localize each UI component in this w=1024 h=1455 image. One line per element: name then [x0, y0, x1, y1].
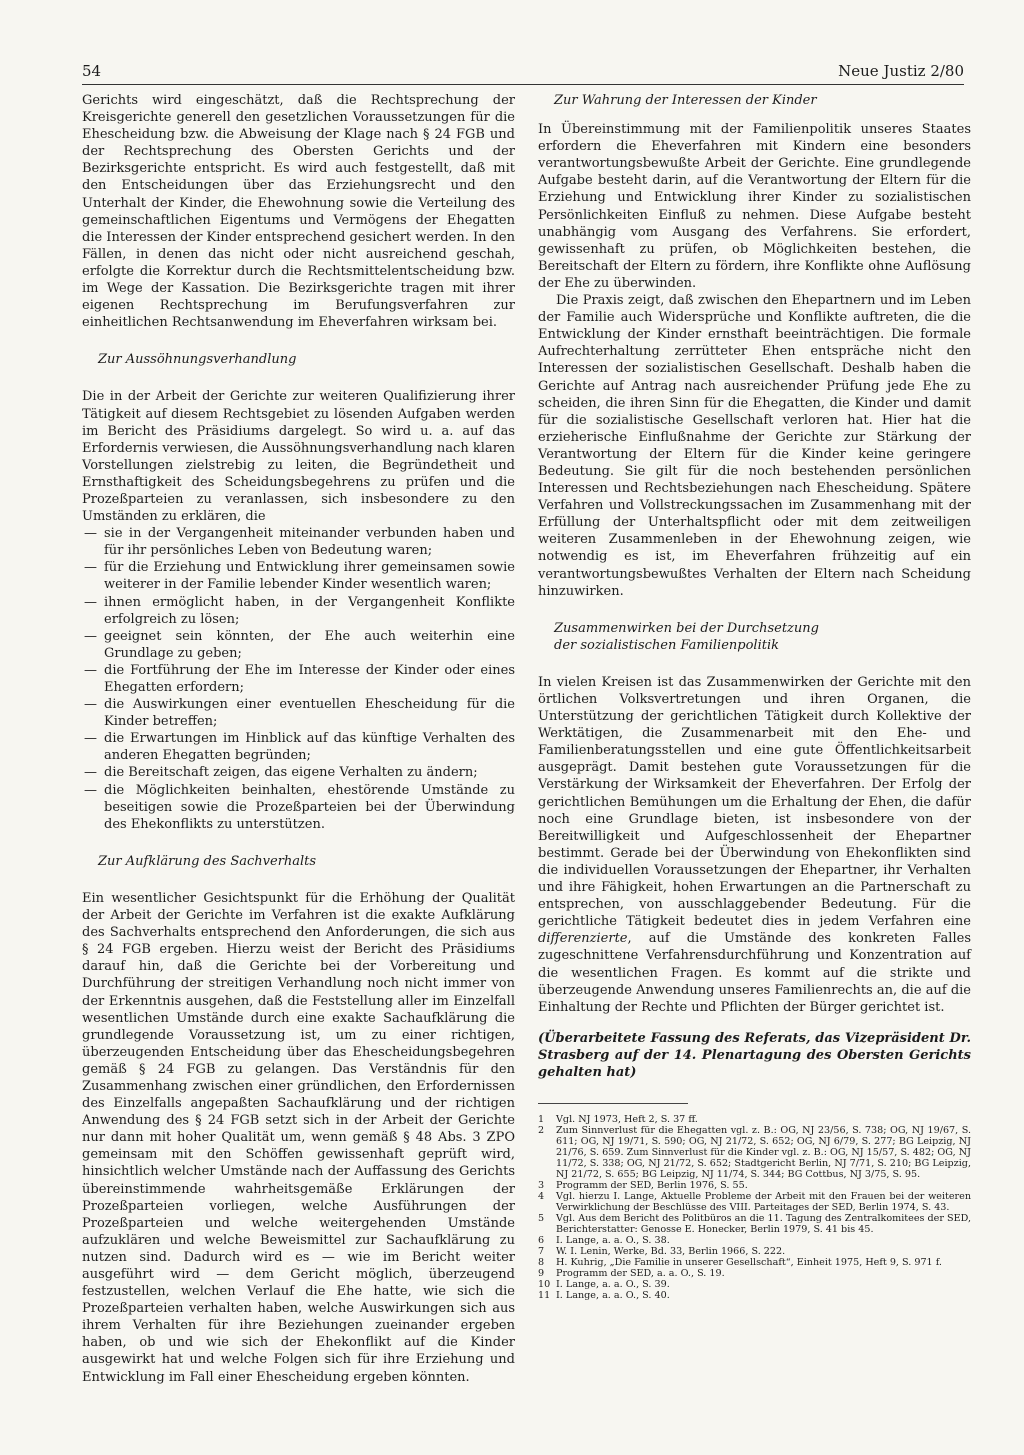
- footnote: 10 I. Lange, a. a. O., S. 39.: [538, 1279, 670, 1291]
- list-item: — die Bereitschaft zeigen, das eigene Verhalten zu ändern;: [84, 765, 478, 781]
- list-item: — die Fortführung der Ehe im Interesse der Kinder oder eines Ehegatten erfordern;: [84, 662, 515, 695]
- paragraph-aussoehnung: Die in der Arbeit der Gerichte zur weiteren Qualifizierung ihrer Tätigkeit auf diesem Rechtsgebiet zu lösenden Aufgaben werden im Bericht des Präsidiums dargelegt. So wird u. a. auf das Erfordernis verwiesen, die Aussöhnungsverhandlung nach klaren Vorstellungen zielstrebig zu leiten, die Begründetheit und Ernsthaftigkeit des Scheidungsbegehrens zu prüfen und die Prozeßparteien zu veranlassen, sich insbesondere zu den Umständen zu erklären, die: [82, 389, 515, 525]
- footnote: 3 Programm der SED, Berlin 1976, S. 55.: [538, 1180, 748, 1192]
- paragraph-kinder-2: Die Praxis zeigt, daß zwischen den Ehepartnern und im Leben der Familie auch Widersprüche und Konflikte auftreten, die die Entwicklung der Kinder ernsthaft beeinträchtigen. Die formale Aufrechterhaltung zerrütteter Ehen entspräche nicht den Interessen der sozialistischen Gesellschaft. Deshalb haben die Gerichte auf Antrag nach ausreichender Prüfung jede Ehe zu scheiden, die ihren Sinn für die Ehegatten, die Kinder und damit für die sozialistische Gesellschaft verloren hat. Hier hat die erzieherische Einflußnahme der Gerichte zur Stärkung der Verantwortung der Eltern für die Kinder keine geringere Bedeutung. Sie gilt für die noch bestehenden persönlichen Interessen und Rechtsbeziehungen nach Ehescheidung. Spätere Verfahren und Vollstreckungssachen im Zusammenhang mit der Erfüllung der Unterhaltspflicht oder mit dem zeitweiligen weiteren Zusammenleben in der Ehewohnung zeigen, wie notwendig es ist, im Eheverfahren frühzeitig auf ein verantwortungsbewußtes Verhalten der Eltern nach Scheidung hinzuwirken.: [538, 293, 971, 599]
- footnote: 7 W. I. Lenin, Werke, Bd. 33, Berlin 1966, S. 222.: [538, 1246, 786, 1258]
- paragraph-kinder-1: In Übereinstimmung mit der Familienpolitik unseres Staates erfordern die Eheverfahren mit Kindern eine besonders verantwortungsbewußte Arbeit der Gerichte. Eine grundlegende Aufgabe besteht darin, auf die Verantwortung der Eltern für die Erziehung und Entwicklung ihrer Kinder zu sozialistischen Persönlichkeiten Einfluß zu nehmen. Diese Aufgabe besteht unabhängig vom Ausgang des Verfahrens. Sie erfordert, gewissenhaft zu prüfen, ob Möglichkeiten bestehen, die Bereitschaft der Eltern zu fördern, ihre Konflikte ohne Auflösung der Ehe zu überwinden.: [538, 122, 971, 291]
- list-item: — die Möglichkeiten beinhalten, ehestörende Umstände zu beseitigen sowie die Prozeßparteien bei der Überwindung des Ehekonflikts zu unterstützen.: [84, 782, 515, 832]
- left-column: [82, 92, 515, 1386]
- heading-zusammenwirken: Zusammenwirken bei der Durchsetzung der sozialistischen Familienpolitik: [554, 620, 819, 653]
- list-item: — ihnen ermöglicht haben, in der Vergangenheit Konflikte erfolgreich zu lösen;: [84, 594, 515, 627]
- footnote: 4 Vgl. hierzu I. Lange, Aktuelle Probleme der Arbeit mit den Frauen bei der weiteren Verwirklichung der Beschlüsse des VIII. Parteitages der SED, Berlin 1974, S. 43.: [538, 1191, 971, 1214]
- footnote: 5 Vgl. Aus dem Bericht des Politbüros an die 11. Tagung des Zentralkomitees der SED, Berichterstatter: Genosse E. Honecker, Berlin 1979, S. 41 bis 45.: [538, 1213, 971, 1236]
- paragraph-sachverhalt: Ein wesentlicher Gesichtspunkt für die Erhöhung der Qualität der Arbeit der Gerichte im Verfahren ist die exakte Aufklärung des Sachverhalts entsprechend den Anforderungen, die sich aus § 24 FGB ergeben. Hierzu weist der Bericht des Präsidiums darauf hin, daß die Gerichte bei der Vorbereitung und Durchführung der streitigen Verhandlung noch nicht immer von der Erkenntnis ausgehen, daß die Feststellung aller im Einzelfall wesentlichen Umstände durch eine exakte Sachaufklärung die grundlegende Voraussetzung ist, um zu einer richtigen, überzeugenden Entscheidung über das Ehescheidungsbegehren gemäß § 24 FGB zu gelangen. Das Verständnis für den Zusammenhang zwischen einer gründlichen, den Erfordernissen des Einzelfalls angepaßten Sachaufklärung und der richtigen Anwendung des § 24 FGB setzt sich in der Arbeit der Gerichte nur dann mit hoher Qualität um, wenn gemäß § 48 Abs. 3 ZPO gemeinsam mit den Schöffen gewissenhaft geprüft wird, hinsichtlich welcher Umstände nach der Auffassung des Gerichts übereinstimmende wahrheitsgemäße Erklärungen der Prozeßparteien vorliegen, welche Ausführungen der Prozeßparteien und welche weitergehenden Umstände aufzuklären und welche Beweismittel zur Sachaufklärung zu nutzen sind. Dadurch wird es — wie im Bericht weiter ausgeführt wird — dem Gericht möglich, überzeugend festzustellen, welchen Verlauf die Ehe hatte, wie sich die Prozeßparteien verhalten haben, welche Auswirkungen sich aus ihrem Verhalten für ihre Beziehungen zueinander ergeben haben, ob und wie sich der Ehekonflikt auf die Kinder ausgewirkt hat und welche Folgen sich für ihre Erziehung und Entwicklung im Fall einer Ehescheidung ergeben könnten.: [82, 890, 515, 1385]
- list-item: — für die Erziehung und Entwicklung ihrer gemeinsamen sowie weiterer in der Familie lebender Kinder wesentlich waren;: [84, 560, 515, 593]
- footnote-rule: [538, 1103, 688, 1104]
- paragraph-zusammenwirken: In vielen Kreisen ist das Zusammenwirken der Gerichte mit den örtlichen Volksvertretungen und ihren Organen, die Unterstützung der gerichtlichen Tätigkeit durch Kollektive der Werktätigen, die Zusammenarbeit mit den Ehe- und Familienberatungsstellen und eine gute Öffentlichkeitsarbeit ausgeprägt. Damit bestehen gute Voraussetzungen für die Verstärkung der Wirksamkeit der Eheverfahren. Der Erfolg der gerichtlichen Bemühungen um die Erhaltung der Ehen, die dafür noch eine Grundlage bieten, ist insbesondere von der Bereitwilligkeit und Aufgeschlossenheit der Ehepartner bestimmt. Gerade bei der Überwindung von Ehekonflikten sind die individuellen Voraussetzungen der Ehepartner, ihr Verhalten und ihre Fähigkeit, hohen Erwartungen an die Partnerschaft zu entsprechen, von ausschlaggebender Bedeutung. Für die gerichtliche Tätigkeit bedeutet dies in jedem Verfahren eine differenzierte, auf die Umstände des konkreten Falles zugeschnittene Verfahrensdurchführung und Konzentration auf die wesentlichen Fragen. Es kommt auf die strikte und überzeugende Anwendung unseres Familienrechts an, die auf die Einhaltung der Rechte und Pflichten der Bürger gerichtet ist.: [538, 674, 971, 1015]
- heading-kinder: Zur Wahrung der Interessen der Kinder: [554, 93, 817, 108]
- footnote: 8 H. Kuhrig, „Die Familie in unserer Gesellschaft“, Einheit 1975, Heft 9, S. 971 f.: [538, 1257, 942, 1269]
- footnote: 6 I. Lange, a. a. O., S. 38.: [538, 1235, 670, 1247]
- intro-paragraph: Gerichts wird eingeschätzt, daß die Rechtsprechung der Kreisgerichte generell den gesetzlichen Voraussetzungen für die Ehescheidung bzw. die Abweisung der Klage nach § 24 FGB und der Rechtsprechung des Obersten Gerichts und der Bezirksgerichte entspricht. Es wird auch festgestellt, daß mit den Entscheidungen über das Erziehungsrecht und den Unterhalt der Kinder, die Ehewohnung sowie die Verteilung des gemeinschaftlichen Eigentums und Vermögens der Ehegatten die Interessen der Kinder entsprechend gesichert werden. In den Fällen, in denen das nicht oder nicht ausreichend geschah, erfolgte die Korrektur durch die Rechtsmittelentscheidung bzw. im Wege der Kassation. Die Bezirksgerichte tragen mit ihrer eigenen Rechtsprechung im Berufungsverfahren zur einheitlichen Rechtsanwendung im Eheverfahren wirksam bei.: [82, 93, 515, 331]
- list-item: — geeignet sein könnten, der Ehe auch weiterhin eine Grundlage zu geben;: [84, 628, 515, 661]
- right-column: [538, 92, 971, 1301]
- list-item: — die Auswirkungen einer eventuellen Ehescheidung für die Kinder betreffen;: [84, 697, 515, 730]
- footnote: 9 Programm der SED, a. a. O., S. 19.: [538, 1268, 725, 1280]
- footnote: 2 Zum Sinnverlust für die Ehegatten vgl. z. B.: OG, NJ 23/56, S. 738; OG, NJ 19/67, S. 611; OG, NJ 19/71, S. 590; OG, NJ 21/72, S. 652; OG, NJ 6/79, S. 277; BG Leipzig, NJ 21/76, S. 659. Zum Sinnverlust für die Kinder vgl. z. B.: OG, NJ 15/57, S. 482; OG, NJ 11/72, S. 338; OG, NJ 21/72, S. 652; Stadtgericht Berlin, NJ 7/71, S. 210; BG Leipzig, NJ 21/72, S. 655; BG Leipzig, NJ 11/74, S. 344; BG Cottbus, NJ 3/75, S. 95.: [538, 1125, 971, 1181]
- footnote: 1 Vgl. NJ 1973, Heft 2, S. 37 ff.: [538, 1114, 698, 1126]
- dash-list: [82, 525, 515, 833]
- list-item: — die Erwartungen im Hinblick auf das künftige Verhalten des anderen Ehegatten begründen;: [84, 731, 515, 764]
- heading-aussoehnung: Zur Aussöhnungsverhandlung: [98, 352, 297, 368]
- editor-note: (Überarbeitete Fassung des Referats, das Vizepräsident Dr. Strasberg auf der 14. Plenartagung des Obersten Gerichts gehalten hat): [538, 1030, 971, 1080]
- journal-title: Neue Justiz 2/80: [838, 62, 964, 80]
- page-number: 54: [82, 62, 102, 80]
- list-item: — sie in der Vergangenheit miteinander verbunden haben und für ihr persönliches Leben von Bedeutung waren;: [84, 526, 515, 559]
- heading-sachverhalt: Zur Aufklärung des Sachverhalts: [98, 853, 317, 869]
- footnotes: [538, 1114, 971, 1301]
- footnote: 11 I. Lange, a. a. O., S. 40.: [538, 1290, 670, 1302]
- header-rule: [82, 84, 964, 85]
